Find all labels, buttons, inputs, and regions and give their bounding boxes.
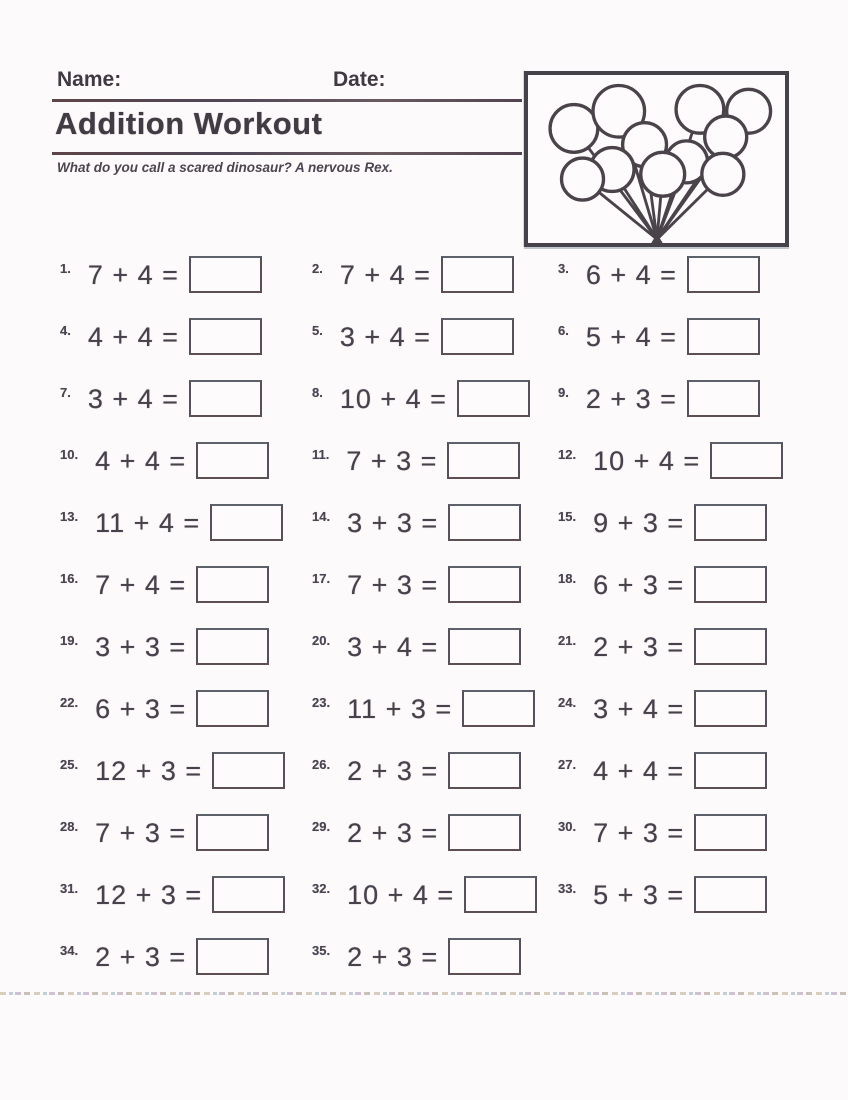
problem-expression: 10 + 4 = <box>347 879 455 910</box>
problem-expression: 2 + 3 = <box>585 383 677 414</box>
problem-number: 18. <box>558 570 577 586</box>
problem-expression: 5 + 3 = <box>593 879 685 910</box>
balloon-bunch-illustration <box>524 71 789 247</box>
problem-cell <box>307 430 553 492</box>
answer-box[interactable] <box>441 318 514 355</box>
problem-expression: 3 + 3 = <box>347 507 439 538</box>
title-underline <box>52 152 522 155</box>
problem-expression: 3 + 4 = <box>593 693 685 724</box>
scan-artifact-line <box>0 992 848 995</box>
problem-number: 24. <box>558 694 577 710</box>
problem-number: 22. <box>60 694 79 710</box>
problem-cell <box>307 926 553 988</box>
name-label: Name: <box>57 68 122 91</box>
problem-cell <box>55 306 307 368</box>
problem-cell <box>553 244 790 306</box>
problem-cell <box>307 740 553 802</box>
answer-box[interactable] <box>457 380 530 417</box>
answer-box[interactable] <box>448 504 521 541</box>
problem-number: 31. <box>60 880 79 896</box>
problem-number: 32. <box>312 880 331 896</box>
problem-number: 28. <box>60 818 79 834</box>
problem-cell <box>55 802 307 864</box>
problem-expression: 9 + 3 = <box>593 507 685 538</box>
problem-number: 15. <box>558 508 577 524</box>
problem-cell <box>55 492 307 554</box>
answer-box[interactable] <box>212 752 285 789</box>
problem-cell <box>553 554 790 616</box>
problem-cell <box>553 430 790 492</box>
answer-box[interactable] <box>694 690 767 727</box>
problem-cell <box>55 740 307 802</box>
answer-box[interactable] <box>196 566 269 603</box>
problem-expression: 7 + 4 = <box>95 569 187 600</box>
problem-cell <box>553 864 790 926</box>
answer-box[interactable] <box>448 628 521 665</box>
problem-number: 9. <box>558 384 569 400</box>
problem-cell <box>55 926 307 988</box>
answer-box[interactable] <box>694 752 767 789</box>
balloons <box>550 86 771 201</box>
answer-box[interactable] <box>687 256 760 293</box>
date-label: Date: <box>333 68 386 91</box>
problem-cell <box>55 430 307 492</box>
problem-expression: 6 + 3 = <box>95 693 187 724</box>
problem-expression: 12 + 3 = <box>95 879 203 910</box>
problem-number: 13. <box>60 508 79 524</box>
problem-number: 29. <box>312 818 331 834</box>
problem-number: 14. <box>312 508 331 524</box>
problem-expression: 7 + 4 = <box>339 259 431 290</box>
answer-box[interactable] <box>189 256 262 293</box>
problem-cell <box>307 554 553 616</box>
problem-cell <box>307 368 553 430</box>
problem-expression: 3 + 3 = <box>95 631 187 662</box>
problem-number: 33. <box>558 880 577 896</box>
problem-expression: 7 + 3 = <box>593 817 685 848</box>
problem-cell <box>307 616 553 678</box>
problem-cell <box>55 368 307 430</box>
problem-number: 4. <box>60 322 71 338</box>
problem-number: 10. <box>60 446 79 462</box>
problem-cell <box>553 802 790 864</box>
problem-expression: 10 + 4 = <box>593 445 701 476</box>
problem-number: 8. <box>312 384 323 400</box>
answer-box[interactable] <box>687 318 760 355</box>
problem-cell <box>553 740 790 802</box>
problem-number: 23. <box>312 694 331 710</box>
problem-cell <box>553 306 790 368</box>
name-date-underline <box>52 99 522 102</box>
problem-expression: 2 + 3 = <box>593 631 685 662</box>
problem-cell <box>553 678 790 740</box>
problem-expression: 10 + 4 = <box>339 383 447 414</box>
problem-expression: 7 + 3 = <box>347 569 439 600</box>
answer-box[interactable] <box>196 628 269 665</box>
answer-box[interactable] <box>462 690 535 727</box>
answer-box[interactable] <box>710 442 783 479</box>
problem-number: 12. <box>558 446 577 462</box>
problem-expression: 4 + 4 = <box>95 445 187 476</box>
problem-expression: 2 + 3 = <box>347 817 439 848</box>
problem-number: 30. <box>558 818 577 834</box>
problem-cell <box>55 554 307 616</box>
answer-box[interactable] <box>448 752 521 789</box>
answer-box[interactable] <box>441 256 514 293</box>
answer-box[interactable] <box>196 690 269 727</box>
problem-cell <box>55 616 307 678</box>
problem-number: 3. <box>558 260 569 276</box>
problem-number: 5. <box>312 322 323 338</box>
answer-box[interactable] <box>210 504 283 541</box>
problem-cell <box>553 368 790 430</box>
balloon-bunch-icon <box>528 75 785 243</box>
problem-expression: 6 + 3 = <box>593 569 685 600</box>
problem-expression: 2 + 3 = <box>347 755 439 786</box>
problem-number: 27. <box>558 756 577 772</box>
problem-expression: 4 + 4 = <box>87 321 179 352</box>
problem-cell <box>553 616 790 678</box>
answer-box[interactable] <box>694 814 767 851</box>
problem-number: 20. <box>312 632 331 648</box>
problem-cell <box>307 864 553 926</box>
answer-box[interactable] <box>189 318 262 355</box>
problem-number: 11. <box>312 446 330 462</box>
problem-expression: 3 + 4 = <box>339 321 431 352</box>
joke-text: What do you call a scared dinosaur? A nervous Rex. <box>57 160 393 175</box>
problem-cell <box>307 492 553 554</box>
problem-number: 25. <box>60 756 79 772</box>
problem-expression: 2 + 3 = <box>95 941 187 972</box>
problem-expression: 7 + 3 = <box>95 817 187 848</box>
answer-box[interactable] <box>448 566 521 603</box>
answer-box[interactable] <box>464 876 537 913</box>
problem-number: 26. <box>312 756 331 772</box>
problem-number: 1. <box>60 260 71 276</box>
problem-expression: 7 + 4 = <box>87 259 179 290</box>
answer-box[interactable] <box>694 628 767 665</box>
answer-box[interactable] <box>196 442 269 479</box>
problem-cell <box>307 802 553 864</box>
answer-box[interactable] <box>196 814 269 851</box>
problem-number: 34. <box>60 942 79 958</box>
answer-box[interactable] <box>694 566 767 603</box>
answer-box[interactable] <box>212 876 285 913</box>
problem-expression: 2 + 3 = <box>347 941 439 972</box>
problems-grid <box>55 244 790 988</box>
problem-expression: 11 + 4 = <box>95 507 201 538</box>
problem-expression: 6 + 4 = <box>585 259 677 290</box>
problem-expression: 7 + 3 = <box>346 445 438 476</box>
problem-expression: 3 + 4 = <box>347 631 439 662</box>
answer-box[interactable] <box>196 938 269 975</box>
problem-expression: 12 + 3 = <box>95 755 203 786</box>
problem-cell <box>307 678 553 740</box>
problem-cell <box>55 864 307 926</box>
problem-cell <box>307 306 553 368</box>
answer-box[interactable] <box>448 938 521 975</box>
problem-number: 6. <box>558 322 569 338</box>
problem-expression: 4 + 4 = <box>593 755 685 786</box>
problem-number: 16. <box>60 570 79 586</box>
answer-box[interactable] <box>189 380 262 417</box>
problem-cell <box>553 492 790 554</box>
problem-number: 2. <box>312 260 323 276</box>
answer-box[interactable] <box>694 876 767 913</box>
answer-box[interactable] <box>447 442 520 479</box>
answer-box[interactable] <box>694 504 767 541</box>
problem-cell <box>55 678 307 740</box>
page-title: Addition Workout <box>55 106 323 141</box>
problem-cell <box>307 244 553 306</box>
answer-box[interactable] <box>448 814 521 851</box>
problem-cell <box>55 244 307 306</box>
problem-number: 19. <box>60 632 79 648</box>
problem-number: 7. <box>60 384 71 400</box>
problem-number: 21. <box>558 632 577 648</box>
answer-box[interactable] <box>687 380 760 417</box>
problem-number: 35. <box>312 942 331 958</box>
problem-expression: 11 + 3 = <box>347 693 453 724</box>
problem-expression: 5 + 4 = <box>585 321 677 352</box>
problem-expression: 3 + 4 = <box>87 383 179 414</box>
problem-number: 17. <box>312 570 331 586</box>
